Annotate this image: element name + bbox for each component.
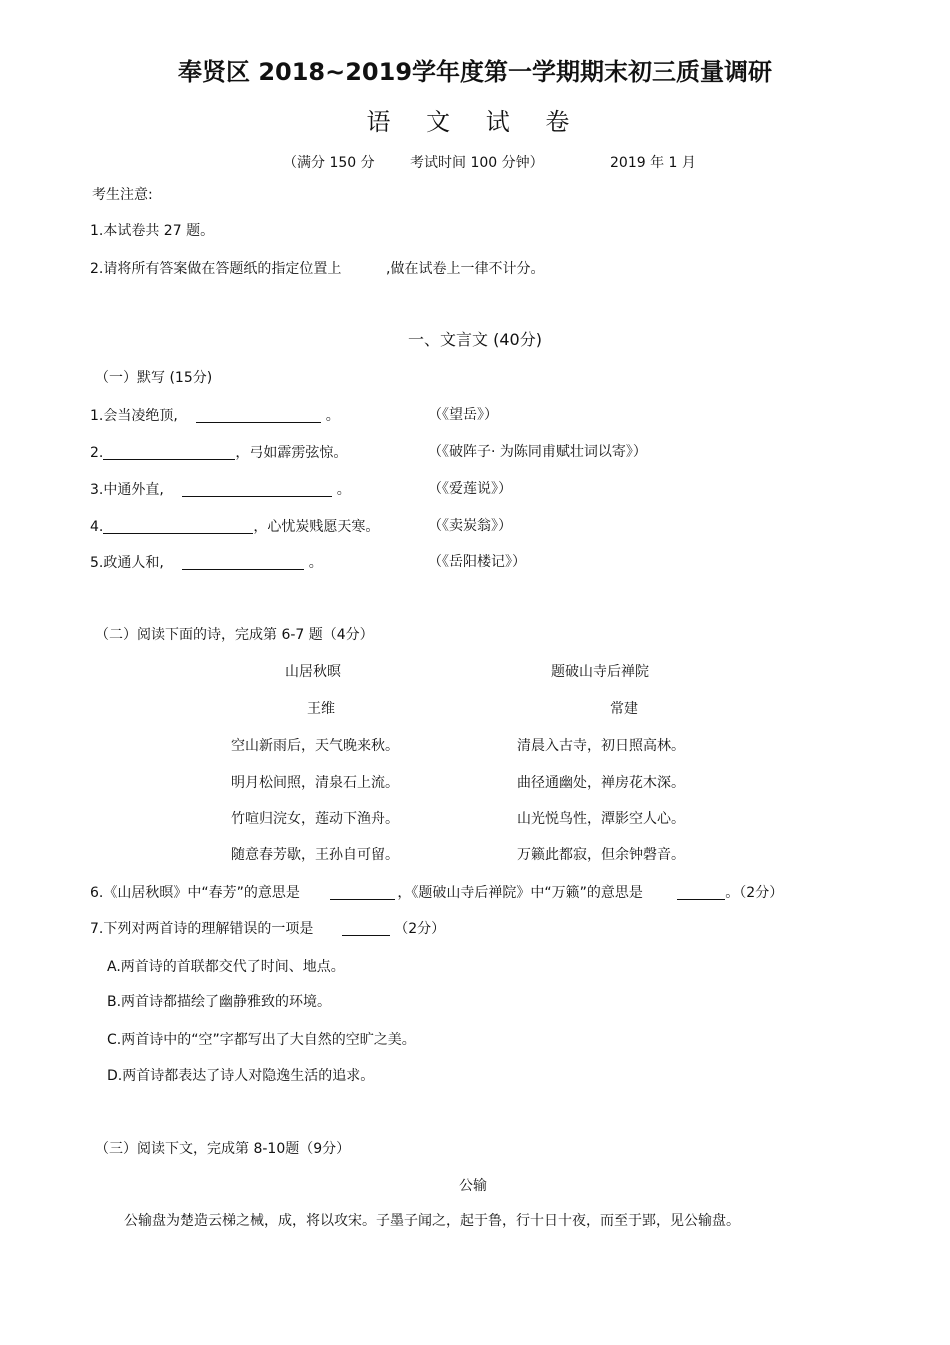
question-3 xyxy=(90,482,351,497)
exam-title: 奉贤区 2018~2019学年度第一学期期末初三质量调研 xyxy=(177,58,773,86)
q6-part-a: 6.《山居秋暝》中“春芳”的意思是 xyxy=(90,885,300,901)
q7-text: 7.下列对两首诗的理解错误的一项是 xyxy=(90,921,314,937)
notice-heading: 考生注意: xyxy=(92,187,153,203)
q6-answer-blank-1[interactable] xyxy=(330,885,395,900)
notice-item-2b: ,做在试卷上一律不计分。 xyxy=(386,261,545,277)
q7-score: （2分） xyxy=(394,921,446,937)
q4-answer-blank[interactable] xyxy=(103,519,253,534)
notice-item-1: 1.本试卷共 27 题。 xyxy=(90,223,215,239)
section-title: 一、文言文 (40分) xyxy=(408,330,542,349)
q2-post: ，弓如霹雳弦惊。 xyxy=(235,445,348,461)
poem-a-author: 王维 xyxy=(307,701,335,717)
q2-source: （《破阵子· 为陈同甫赋壮词以寄》） xyxy=(428,444,647,460)
question-4 xyxy=(90,519,379,534)
q5-source: （《岳阳楼记》） xyxy=(428,554,526,570)
q4-source: （《卖炭翁》） xyxy=(428,518,512,534)
q6-part-b: ，《题破山寺后禅院》中“万籁”的意思是 xyxy=(397,885,643,901)
q1-pre: 1.会当凌绝顶, xyxy=(90,408,178,424)
poem-a-line: 随意春芳歇，王孙自可留。 xyxy=(231,847,399,863)
poem-b-author: 常建 xyxy=(610,701,638,717)
q4-pre: 4. xyxy=(90,519,104,535)
question-2 xyxy=(90,445,347,460)
q7-answer-blank[interactable] xyxy=(342,921,390,936)
exam-subtitle: 语 文 试 卷 xyxy=(366,108,584,136)
q3-source: （《爱莲说》） xyxy=(428,481,512,497)
poem-b-line: 万籁此都寂，但余钟磬音。 xyxy=(517,847,685,863)
notice-item-2a: 2.请将所有答案做在答题纸的指定位置上 xyxy=(90,261,342,277)
q4-post: ，心忧炭贱愿天寒。 xyxy=(253,519,380,535)
question-7 xyxy=(90,921,445,936)
part3-title: （三）阅读下文，完成第 8-10题（9分） xyxy=(95,1141,351,1157)
q3-answer-blank[interactable] xyxy=(182,482,332,497)
q3-post: 。 xyxy=(336,482,351,498)
passage-text: 公输盘为楚造云梯之械，成，将以攻宋。子墨子闻之，起于鲁，行十日十夜，而至于郢，见公输盘。 xyxy=(124,1213,740,1229)
poem-b-line: 清晨入古寺，初日照高林。 xyxy=(517,738,685,754)
q1-post: 。 xyxy=(325,408,340,424)
option-c: C.两首诗中的“空”字都写出了大自然的空旷之美。 xyxy=(107,1032,416,1048)
exam-time: 考试时间 100 分钟） xyxy=(410,155,544,171)
q5-post: 。 xyxy=(308,555,323,571)
part1-title: （一）默写 (15分) xyxy=(95,370,213,386)
poem-a-line: 明月松间照，清泉石上流。 xyxy=(231,775,399,791)
poem-b-line: 曲径通幽处，禅房花木深。 xyxy=(517,775,685,791)
option-b: B.两首诗都描绘了幽静雅致的环境。 xyxy=(107,994,332,1010)
q6-part-c: 。（2分） xyxy=(725,885,784,901)
q6-answer-blank-2[interactable] xyxy=(677,885,725,900)
poem-b-line: 山光悦鸟性，潭影空人心。 xyxy=(517,811,685,827)
q2-pre: 2. xyxy=(90,445,104,461)
question-5 xyxy=(90,555,323,570)
option-a: A.两首诗的首联都交代了时间、地点。 xyxy=(107,959,345,975)
q1-answer-blank[interactable] xyxy=(196,408,321,423)
q5-answer-blank[interactable] xyxy=(182,555,304,570)
q1-source: （《望岳》） xyxy=(428,407,498,423)
q3-pre: 3.中通外直, xyxy=(90,482,164,498)
poem-a-title: 山居秋暝 xyxy=(285,664,341,680)
part2-title: （二）阅读下面的诗，完成第 6-7 题（4分） xyxy=(95,627,374,643)
q2-answer-blank[interactable] xyxy=(103,445,235,460)
exam-date: 2019 年 1 月 xyxy=(610,155,696,171)
full-score: （满分 150 分 xyxy=(283,155,375,171)
q5-pre: 5.政通人和, xyxy=(90,555,164,571)
poem-b-title: 题破山寺后禅院 xyxy=(551,664,649,680)
poem-a-line: 竹喧归浣女，莲动下渔舟。 xyxy=(231,811,399,827)
poem-a-line: 空山新雨后，天气晚来秋。 xyxy=(231,738,399,754)
passage-title: 公输 xyxy=(459,1178,487,1194)
question-1 xyxy=(90,408,340,423)
option-d: D.两首诗都表达了诗人对隐逸生活的追求。 xyxy=(107,1068,375,1084)
question-6 xyxy=(90,885,783,900)
